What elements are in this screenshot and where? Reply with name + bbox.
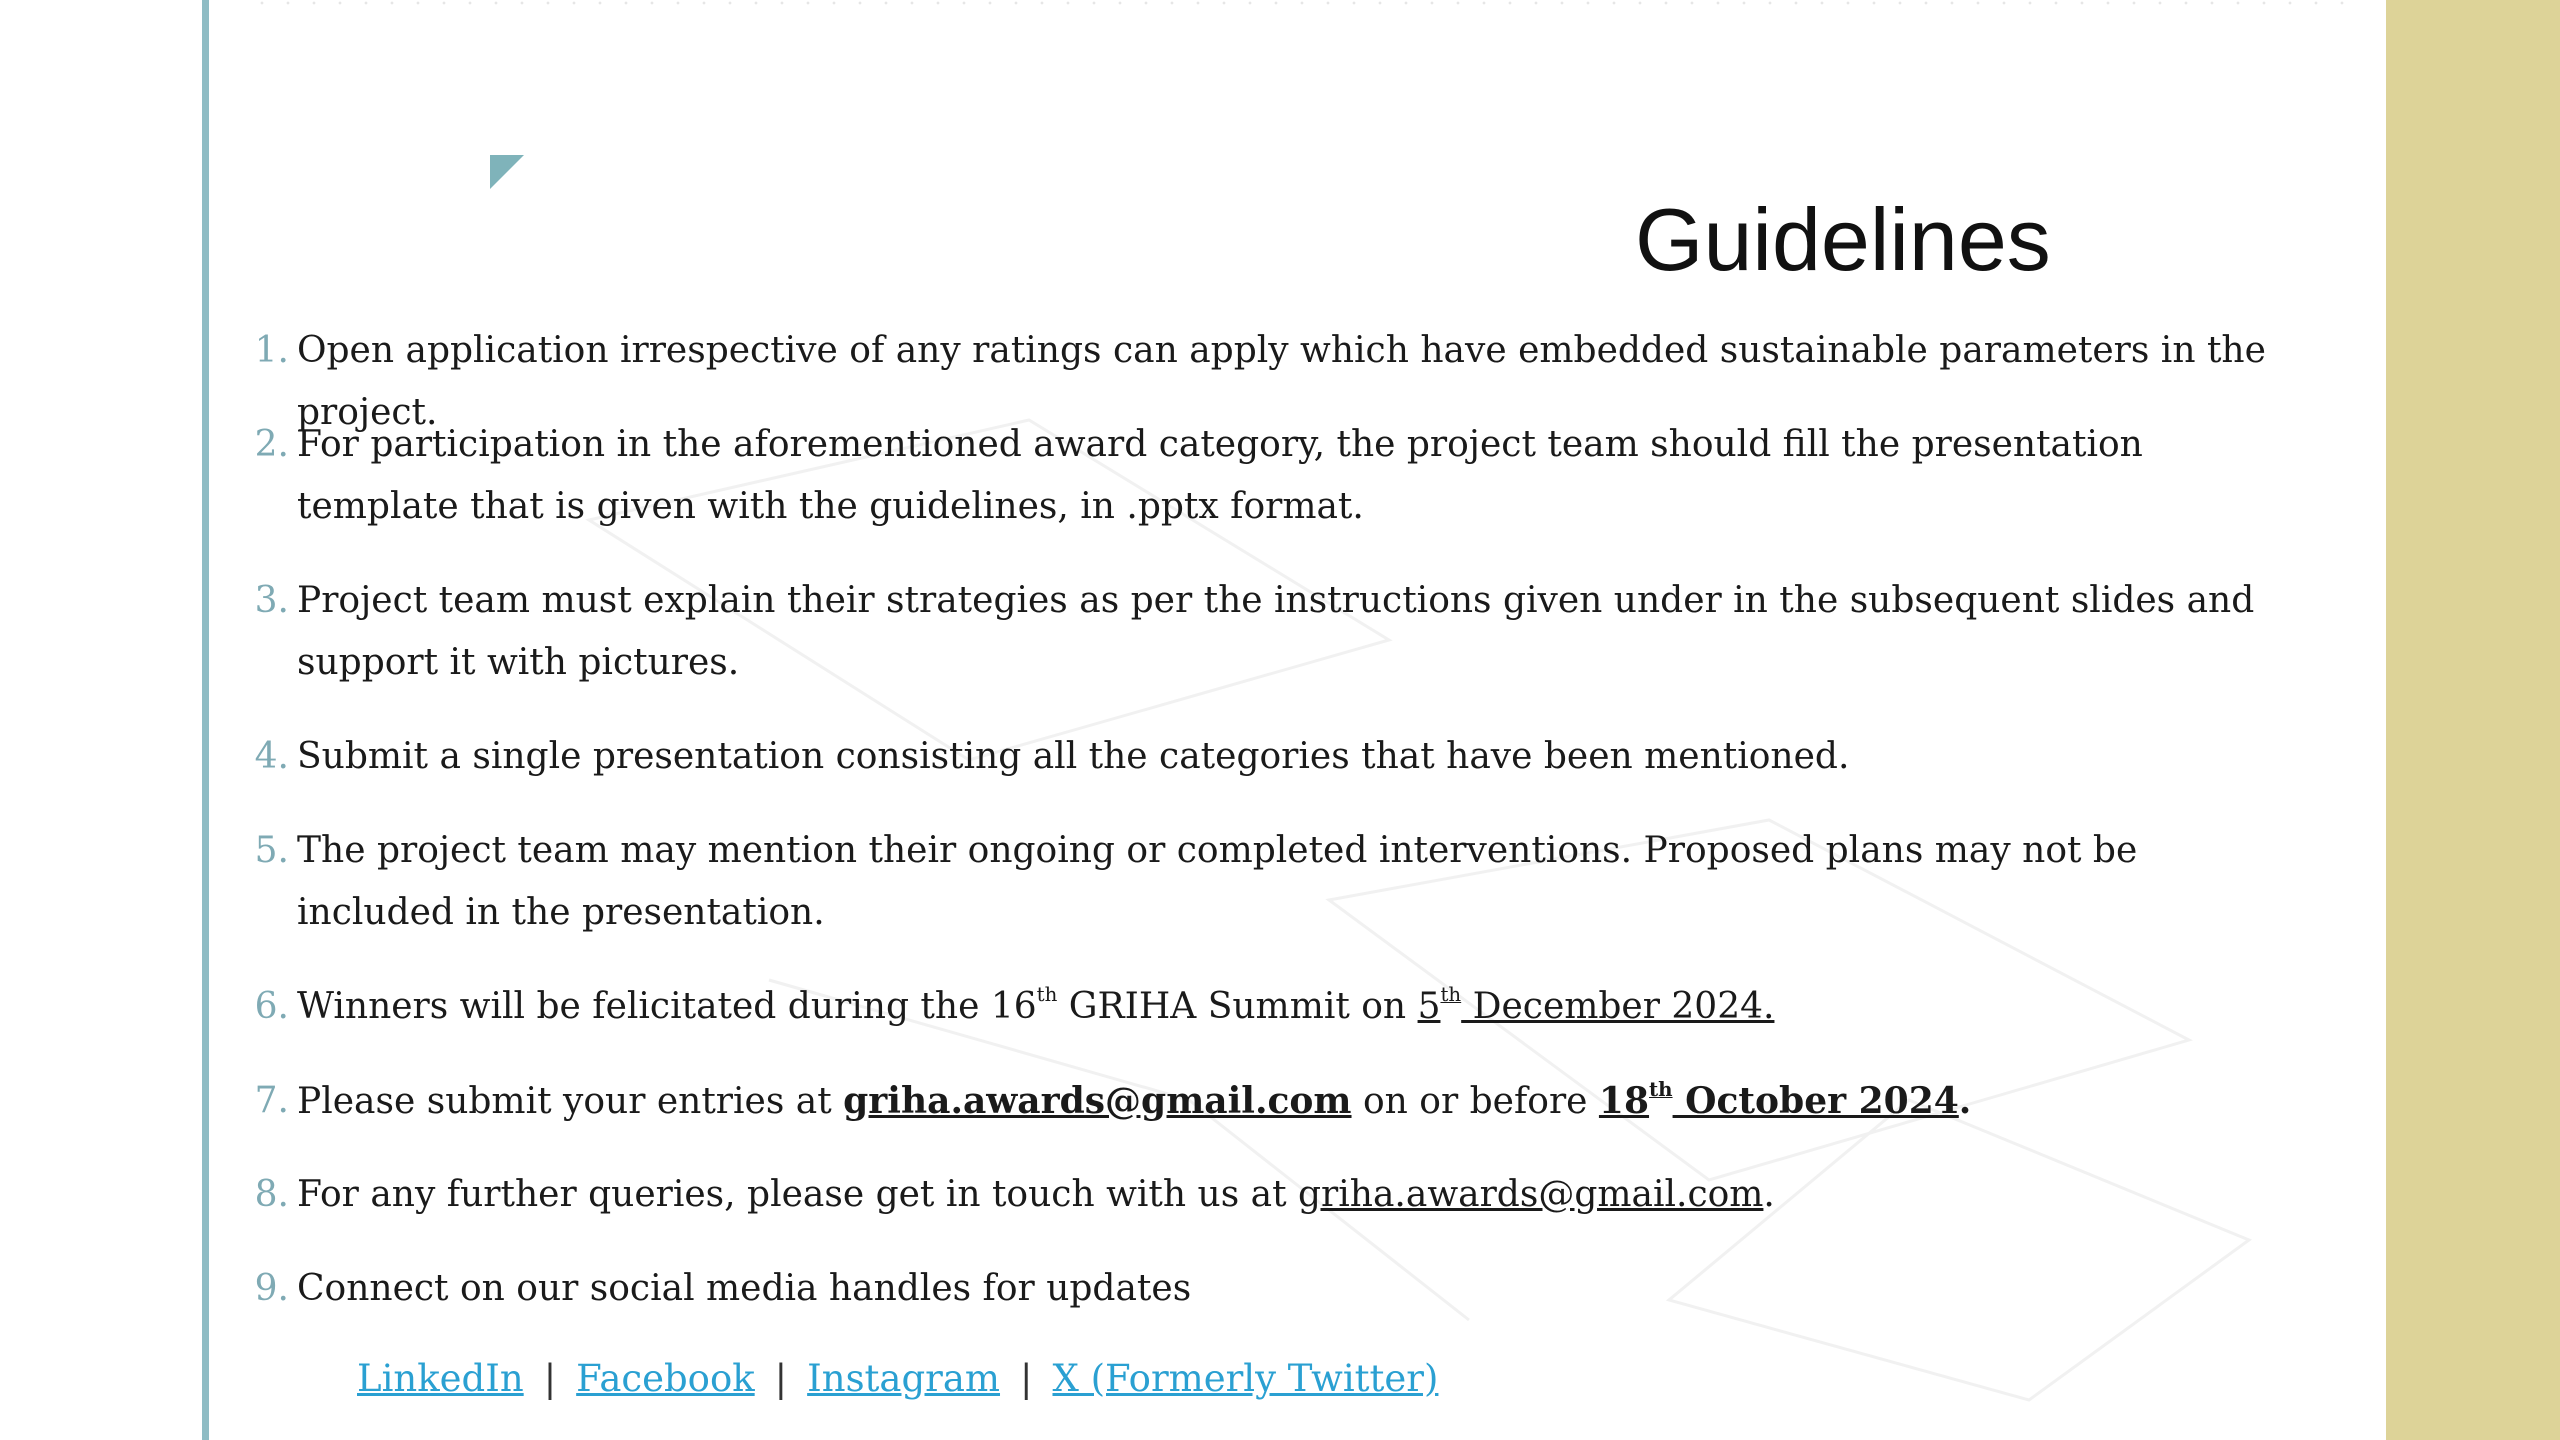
text-segment: For any further queries, please get in touch with us at xyxy=(297,1174,1298,1215)
text-segment: Winners will be felicitated during the 16 xyxy=(297,986,1037,1027)
text-segment: Open application irrespective of any ratings can apply which have embedded sustainable parameters in the project. xyxy=(297,330,2266,433)
text-segment: griha.awards@gmail.com xyxy=(843,1080,1352,1122)
text-segment: For participation in the aforementioned award category, the project team should fill the presentation template that is given with the guidelines, in .pptx format. xyxy=(297,424,2143,527)
list-item-number: 9. xyxy=(254,1268,289,1309)
list-item-text xyxy=(297,570,2287,694)
left-accent-rule xyxy=(202,0,209,1440)
ordinal-suffix: th xyxy=(1440,983,1462,1007)
text-segment: Please submit your entries at xyxy=(297,1081,844,1122)
text-segment: Connect on our social media handles for updates xyxy=(297,1268,1192,1309)
list-item-number: 1. xyxy=(254,330,289,371)
corner-triangle-icon xyxy=(490,155,524,189)
list-item-number: 8. xyxy=(254,1174,289,1215)
list-item-text xyxy=(297,1258,2287,1320)
social-link-x[interactable]: X (Formerly Twitter) xyxy=(1052,1357,1439,1400)
social-link-instagram[interactable]: Instagram xyxy=(807,1357,1001,1400)
text-segment: griha.awards@gmail.com xyxy=(1298,1174,1764,1215)
social-links xyxy=(357,1348,1438,1410)
list-item-text xyxy=(297,726,2287,788)
list-item-number: 3. xyxy=(254,580,289,621)
text-segment: Submit a single presentation consisting all the categories that have been mentioned. xyxy=(297,736,1850,777)
right-accent-band xyxy=(2386,0,2560,1440)
list-item-text xyxy=(297,976,2287,1038)
list-item-number: 7. xyxy=(254,1080,289,1121)
link-separator: | xyxy=(1020,1357,1033,1400)
social-link-linkedin[interactable]: LinkedIn xyxy=(357,1357,524,1400)
text-segment: 18 xyxy=(1598,1080,1650,1122)
list-item-text xyxy=(297,1070,2287,1133)
list-item-number: 6. xyxy=(254,986,289,1027)
text-segment: on or before xyxy=(1351,1081,1599,1122)
list-item-number: 2. xyxy=(254,424,289,465)
social-link-facebook[interactable]: Facebook xyxy=(576,1357,755,1400)
text-segment: 5 xyxy=(1417,986,1441,1027)
text-segment: . xyxy=(1958,1080,1972,1122)
list-item-text xyxy=(297,820,2287,944)
list-item-number: 4. xyxy=(254,736,289,777)
link-separator: | xyxy=(774,1357,788,1400)
text-segment: The project team may mention their ongoing or completed interventions. Proposed plans may not be included in the presentation. xyxy=(297,830,2138,933)
text-segment: GRIHA Summit on xyxy=(1057,986,1418,1027)
list-item-text xyxy=(297,1164,2287,1226)
list-item-text xyxy=(297,414,2287,538)
text-segment: October 2024 xyxy=(1672,1080,1959,1122)
page-title: Guidelines xyxy=(1635,190,2051,289)
slide xyxy=(209,0,2386,1440)
text-segment: Project team must explain their strategies as per the instructions given under in the subsequent slides and support it with pictures. xyxy=(297,580,2255,683)
ordinal-suffix: th xyxy=(1649,1077,1673,1102)
list-item-number: 5. xyxy=(254,830,289,871)
ordinal-suffix: th xyxy=(1036,983,1058,1007)
text-segment: . xyxy=(1763,1174,1775,1215)
text-segment: December 2024. xyxy=(1461,986,1775,1027)
link-separator: | xyxy=(543,1357,557,1400)
